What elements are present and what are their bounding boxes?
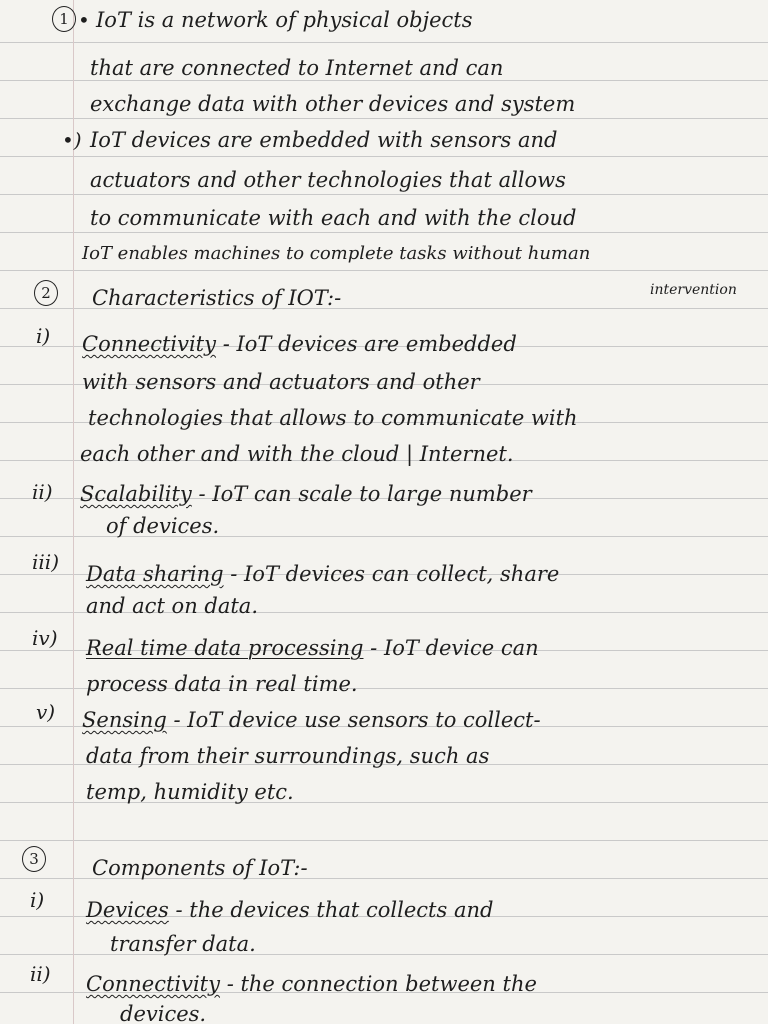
item-number: v)	[36, 700, 56, 724]
section1-line: intervention	[650, 282, 737, 298]
item-term: Devices	[86, 898, 169, 922]
item-line: transfer data.	[110, 932, 256, 956]
bullet-icon: •	[78, 8, 90, 32]
section3-heading: Components of IoT:-	[92, 856, 308, 880]
section1-line: IoT enables machines to complete tasks without human	[82, 243, 591, 264]
item-term: Connectivity	[82, 332, 216, 356]
item-number: iv)	[32, 626, 58, 650]
item-text: - the devices that collects and	[175, 898, 494, 922]
item-line: each other and with the cloud | Internet.	[80, 442, 514, 466]
section-number-2: 2	[34, 280, 58, 306]
item-row	[86, 970, 537, 998]
section1-line: IoT devices are embedded with sensors and	[90, 128, 558, 152]
section1-line: that are connected to Internet and can	[90, 56, 504, 80]
item-row	[86, 634, 539, 662]
section-number-3: 3	[22, 846, 46, 872]
item-line: of devices.	[106, 514, 220, 538]
item-term: Real time data processing	[86, 636, 364, 660]
item-row	[86, 896, 493, 924]
item-text: - IoT can scale to large number	[198, 482, 532, 506]
item-number: i)	[30, 888, 45, 912]
section1-line: to communicate with each and with the cloud	[90, 206, 577, 230]
item-line: devices.	[120, 1002, 207, 1024]
item-line: temp, humidity etc.	[86, 780, 294, 804]
item-row	[80, 480, 532, 508]
item-number: i)	[36, 324, 51, 348]
item-text: - the connection between the	[226, 972, 537, 996]
item-row	[86, 560, 559, 588]
item-number: ii)	[30, 962, 51, 986]
item-line: with sensors and actuators and other	[82, 370, 480, 394]
item-number: iii)	[32, 550, 59, 574]
item-text: - IoT devices can collect, share	[230, 562, 560, 586]
section1-line: IoT is a network of physical objects	[96, 8, 473, 32]
item-text: - IoT devices are embedded	[222, 332, 517, 356]
section1-line: exchange data with other devices and system	[90, 92, 576, 116]
item-text: - IoT device use sensors to collect-	[173, 708, 541, 732]
item-line: process data in real time.	[86, 672, 358, 696]
item-term: Scalability	[80, 482, 192, 506]
section-number-1: 1	[52, 6, 76, 32]
item-line: data from their surroundings, such as	[86, 744, 490, 768]
section1-line: actuators and other technologies that allows	[90, 168, 566, 192]
item-term: Connectivity	[86, 972, 220, 996]
bullet-icon: •)	[62, 128, 82, 152]
item-row	[82, 706, 541, 734]
section2-heading: Characteristics of IOT:-	[92, 286, 342, 310]
item-row	[82, 330, 517, 358]
item-term: Sensing	[82, 708, 167, 732]
item-number: ii)	[32, 480, 53, 504]
item-line: and act on data.	[86, 594, 258, 618]
item-line: technologies that allows to communicate with	[88, 406, 578, 430]
item-text: - IoT device can	[370, 636, 539, 660]
item-term: Data sharing	[86, 562, 224, 586]
